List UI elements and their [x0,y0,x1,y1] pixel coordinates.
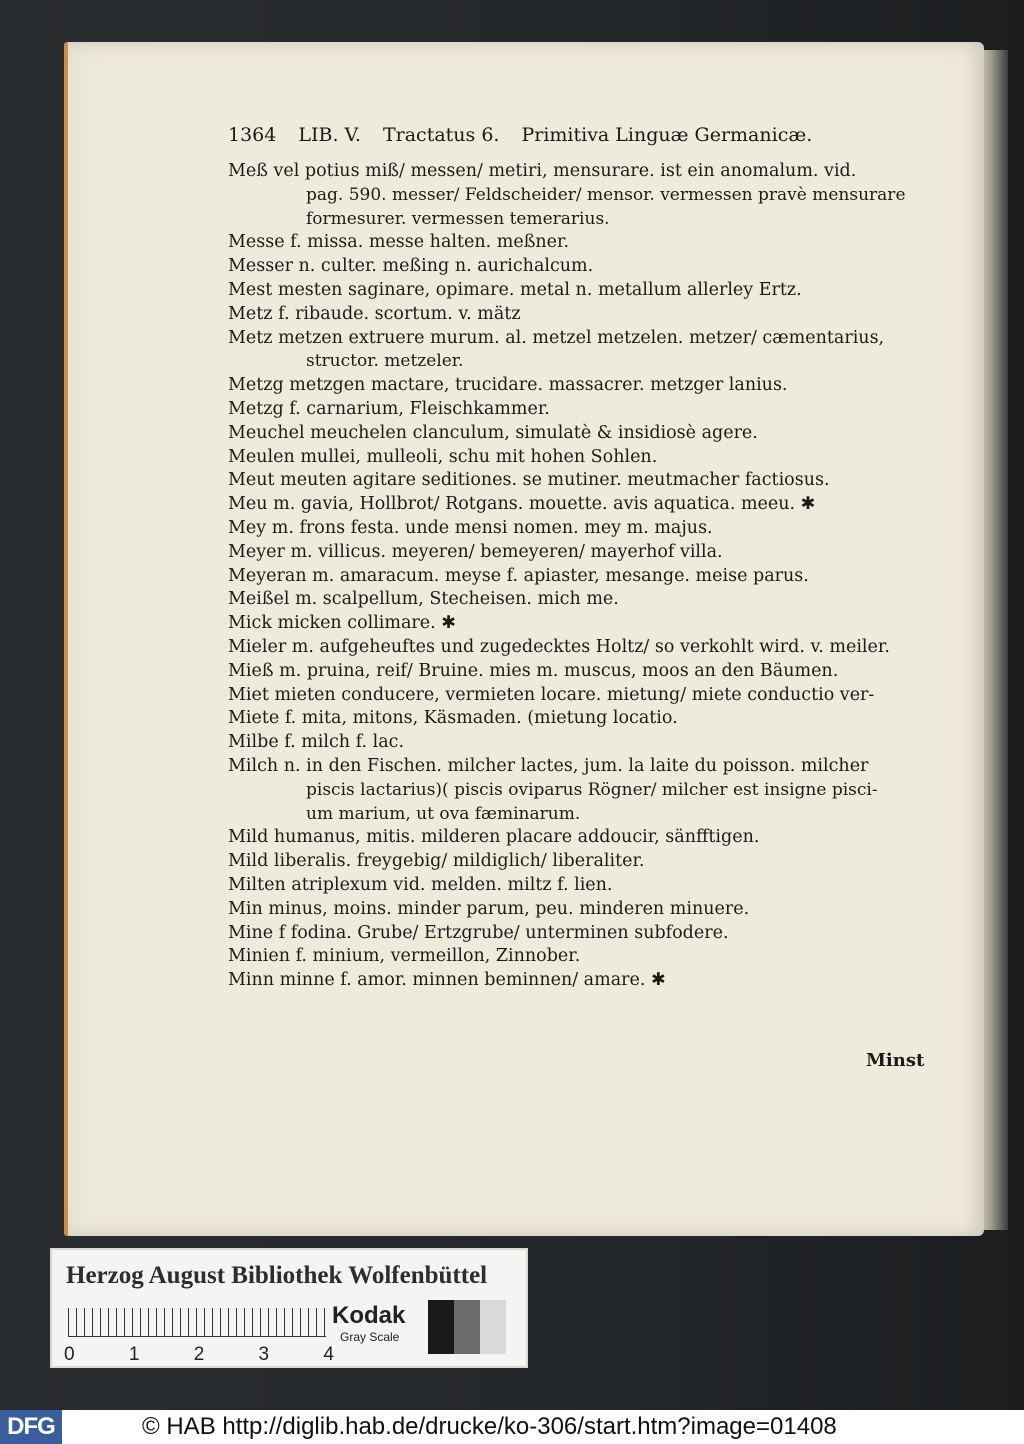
dictionary-entry-line: Min minus, moins. minder parum, peu. minderen minuere. [228,898,750,919]
book-number: LIB. V. [298,124,361,146]
dictionary-entry-line: Metz f. ribaude. scortum. v. mätz [228,303,521,324]
dictionary-entry-line: Meß vel potius miß/ messen/ metiri, mensurare. ist ein anomalum. vid. [228,161,857,181]
ruler-digit: 3 [258,1344,270,1365]
dictionary-entry-line: Metzg f. carnarium, Fleischkammer. [228,398,550,419]
dictionary-entries [228,160,940,993]
dictionary-entry-line: Milbe f. milch f. lac. [228,732,405,753]
gray-patch-mid [454,1300,480,1354]
dictionary-entry-line: structor. metzeler. [306,351,464,372]
page-title: Primitiva Linguæ Germanicæ. [521,124,813,146]
gray-patch-light [480,1300,506,1354]
kodak-logo: Kodak [332,1302,406,1329]
copyright-link[interactable]: © HAB http://diglib.hab.de/drucke/ko-306/start.htm?image=01408 [142,1413,837,1440]
ruler-scale [68,1308,326,1337]
dictionary-entry-line: Metzg metzgen mactare, trucidare. massacrer. metzger lanius. [228,375,788,396]
dictionary-entry-line: formesurer. vermessen temerarius. [306,208,610,229]
dictionary-entry-line: Mick micken collimare. ✱ [228,613,456,634]
dictionary-entry-line: Mine f fodina. Grube/ Ertzgrube/ unterminen subfodere. [228,922,729,943]
ruler-digit: 0 [64,1344,75,1365]
dictionary-entry-line: Meuchel meuchelen clanculum, simulatè & insidiosè agere. [228,422,758,443]
dictionary-entry-line: Mieler m. aufgeheuftes und zugedecktes Holtz/ so verkohlt wird. v. meiler. [228,636,890,657]
dictionary-entry-line: Messe f. missa. messe halten. meßner. [228,232,570,253]
dictionary-entry-line: Minn minne f. amor. minnen beminnen/ amare. ✱ [228,970,666,991]
dictionary-entry-line: Miet mieten conducere, vermieten locare. mietung/ miete conductio ver- [228,684,875,705]
dictionary-entry-line: Mild humanus, mitis. milderen placare addoucir, sänfftigen. [228,827,760,848]
dictionary-entry-line: Mieß m. pruina, reif/ Bruine. mies m. muscus, moos an den Bäumen. [228,660,839,681]
footer-bar [0,1410,1024,1444]
dictionary-entry-line: Meyer m. villicus. meyeren/ bemeyeren/ mayerhof villa. [228,541,723,562]
dictionary-entry-line: Milten atriplexum vid. melden. miltz f. lien. [228,874,613,895]
dictionary-entry-line: Minien f. minium, vermeillon, Zinnober. [228,946,581,967]
dictionary-entry-line: Mest mesten saginare, opimare. metal n. metallum allerley Ertz. [228,279,802,300]
ruler-digits [64,1344,334,1366]
dictionary-entry-line: Meu m. gavia, Hollbrot/ Rotgans. mouette. avis aquatica. meeu. ✱ [228,494,816,515]
library-name: Herzog August Bibliothek Wolfenbüttel [66,1262,488,1289]
dictionary-entry-line: Meut meuten agitare seditiones. se mutiner. meutmacher factiosus. [228,470,830,491]
dictionary-entry-line: Miete f. mita, mitons, Käsmaden. (mietung locatio. [228,708,678,729]
page-number: 1364 [228,124,277,146]
dictionary-entry-line: Meißel m. scalpellum, Stecheisen. mich me. [228,589,619,610]
gray-scale-label: Gray Scale [340,1330,400,1344]
dictionary-entry-line: Messer n. culter. meßing n. aurichalcum. [228,256,594,277]
tractatus-label: Tractatus 6. [382,124,500,146]
dictionary-entry-line: Metz metzen extruere murum. al. metzel metzelen. metzer/ cæmentarius, [228,327,885,348]
ruler-digit: 1 [128,1344,140,1365]
dictionary-entry-line: um marium, ut ova fæminarum. [306,803,581,824]
ruler-digit: 2 [193,1344,205,1365]
dfg-logo: DFG [0,1410,62,1444]
dictionary-entry-line: Mey m. frons festa. unde mensi nomen. mey m. majus. [228,517,713,538]
dictionary-entry-line: piscis lactarius)( piscis oviparus Rögner/ milcher est insigne pisci- [306,779,878,800]
dictionary-entry-line: Mild liberalis. freygebig/ mildiglich/ liberaliter. [228,851,645,872]
dictionary-entry-line: pag. 590. messer/ Feldscheider/ mensor. vermessen pravè mensurare [306,184,906,205]
color-calibration-bar [50,1248,528,1368]
catchword: Minst [866,1050,925,1071]
gray-patch-dark [428,1300,454,1354]
dictionary-entry-line: Meyeran m. amaracum. meyse f. apiaster, mesange. meise parus. [228,565,809,586]
running-head [228,124,878,146]
dictionary-entry-line: Milch n. in den Fischen. milcher lactes, jum. la laite du poisson. milcher [228,755,869,776]
ruler-digit: 4 [323,1344,334,1365]
dictionary-entry-line: Meulen mullei, mulleoli, schu mit hohen Sohlen. [228,446,658,467]
